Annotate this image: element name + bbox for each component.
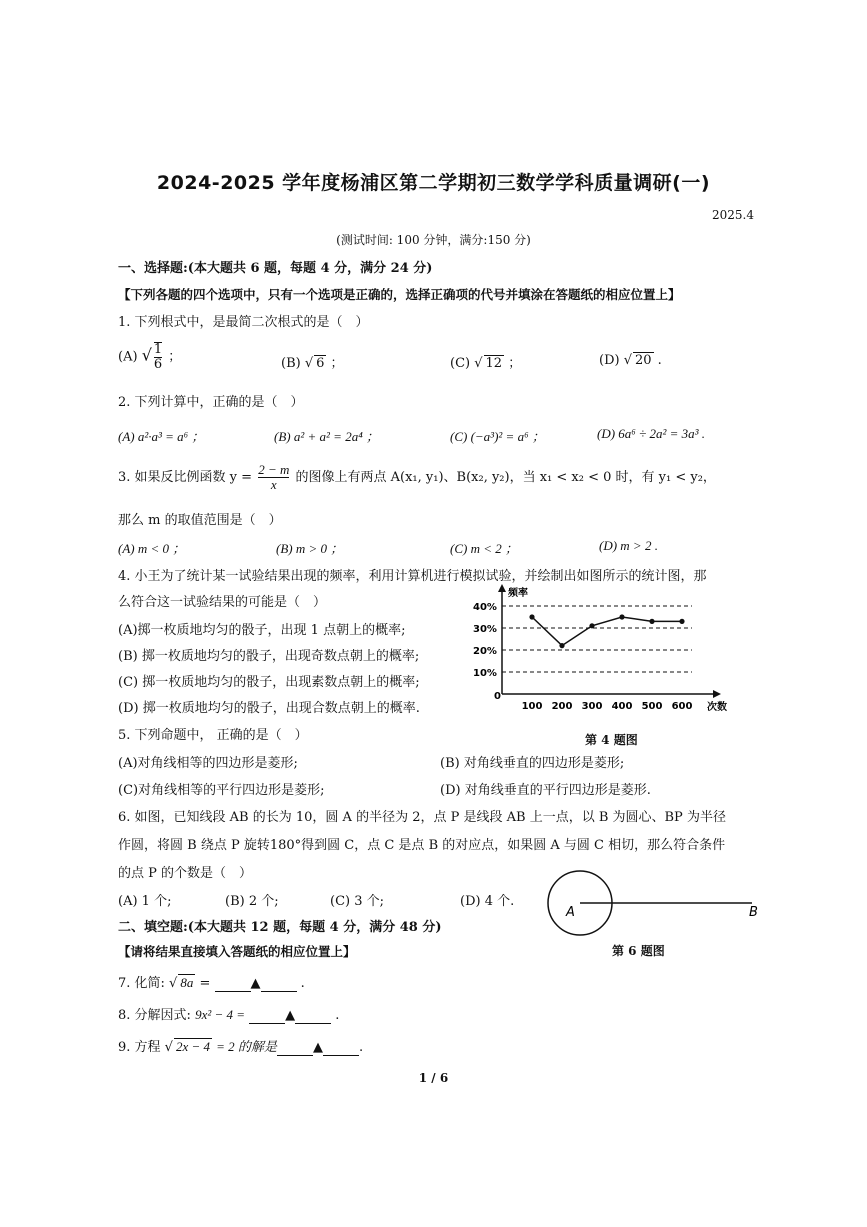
q3-option-a: (A) m < 0 ； bbox=[118, 541, 186, 556]
q4-caption: 第 4 题图 bbox=[585, 733, 638, 747]
q1-stem: 1. 下列根式中，是最简二次根式的是（ ） bbox=[118, 315, 369, 330]
y-axis-label: 频率 bbox=[508, 588, 528, 599]
exam-info: (测试时间: 100 分钟，满分:150 分) bbox=[336, 233, 531, 247]
label-a: A bbox=[566, 905, 575, 920]
y-tick-label: 40% bbox=[473, 602, 497, 613]
x-tick-label: 500 bbox=[641, 701, 663, 712]
x-tick-label: 400 bbox=[611, 701, 633, 712]
q2-option-c: (C) (−a³)² = a⁶ ； bbox=[450, 429, 545, 444]
q7: 7. 化简: √ 8a = ▲ . bbox=[118, 975, 305, 991]
q2-option-d: (D) 6a⁶ ÷ 2a² = 3a³ . bbox=[597, 426, 706, 441]
series-line bbox=[532, 617, 682, 646]
x-tick-label: 600 bbox=[671, 701, 693, 712]
q6-figure bbox=[540, 866, 770, 941]
q5-option-a: (A)对角线相等的四边形是菱形; bbox=[118, 756, 298, 771]
data-point bbox=[559, 643, 564, 648]
data-point bbox=[679, 619, 684, 624]
page-number: 1 / 6 bbox=[418, 1071, 449, 1085]
q2-option-b: (B) a² + a² = 2a⁴ ； bbox=[274, 429, 379, 444]
x-tick-label: 300 bbox=[581, 701, 603, 712]
q2-option-a: (A) a²·a³ = a⁶ ； bbox=[118, 429, 205, 444]
x-tick-label: 200 bbox=[551, 701, 573, 712]
q3-stem: 3. 如果反比例函数 y = $\frac{2 - m}{x}$ 的图像上有两点 A(x₁, y₁)、B(x₂, y₂)，当 x₁ < x₂ < 0 时，有 y₁ < y₂， bbox=[118, 462, 716, 492]
q1-option-c: (C) √ 12 ； bbox=[450, 356, 522, 371]
q3-option-c: (C) m < 2 ； bbox=[450, 541, 518, 556]
data-point bbox=[619, 614, 624, 619]
q9: 9. 方程 √ 2x − 4 = 2 的解是 ▲ . bbox=[118, 1039, 364, 1055]
q3-stem-line2: 那么 m 的取值范围是（ ） bbox=[118, 513, 282, 528]
q1-option-a: (A) √ $\frac{1}{6}$ ； bbox=[118, 342, 182, 372]
q5-option-c: (C)对角线相等的平行四边形是菱形; bbox=[118, 783, 325, 798]
section2-heading: 二、填空题:(本大题共 12 题，每题 4 分，满分 48 分) bbox=[118, 920, 442, 935]
section1-instruction: 【下列各题的四个选项中，只有一个选项是正确的，选择正确项的代号并填涂在答题纸的相应位置上】 bbox=[118, 287, 681, 302]
q4-stem: 4. 小王为了统计某一试验结果出现的频率，利用计算机进行模拟试验，并绘制出如图所示的统计图，那 bbox=[118, 569, 707, 584]
q6-stem-line2: 作圆，将圆 B 绕点 P 旋转180°得到圆 C，点 C 是点 B 的对应点，如果圆 A 与圆 C 相切，那么符合条件 bbox=[118, 838, 726, 853]
q4-option-b: (B) 掷一枚质地均匀的骰子，出现奇数点朝上的概率; bbox=[118, 649, 420, 664]
y-tick-label: 30% bbox=[473, 624, 497, 635]
x-axis-label: 次数 bbox=[707, 702, 727, 713]
exam-date: 2025.4 bbox=[712, 208, 754, 222]
data-point bbox=[589, 623, 594, 628]
q3-option-d: (D) m > 2 . bbox=[599, 538, 658, 553]
origin-label: 0 bbox=[494, 691, 501, 702]
q6-option-a: (A) 1 个; bbox=[118, 894, 172, 909]
q3-option-b: (B) m > 0 ； bbox=[276, 541, 344, 556]
section1-heading: 一、选择题:(本大题共 6 题，每题 4 分，满分 24 分) bbox=[118, 261, 433, 276]
q8: 8. 分解因式: 9x² − 4 = ▲ . bbox=[118, 1007, 340, 1023]
q5-option-b: (B) 对角线垂直的四边形是菱形; bbox=[440, 756, 625, 771]
q6-option-b: (B) 2 个; bbox=[225, 894, 279, 909]
data-point bbox=[649, 619, 654, 624]
page-title: 2024-2025 学年度杨浦区第二学期初三数学学科质量调研(一) bbox=[156, 172, 711, 194]
q6-stem-line3: 的点 P 的个数是（ ） bbox=[118, 866, 253, 881]
q6-option-d: (D) 4 个. bbox=[460, 894, 515, 909]
q1-option-b: (B) √ 6 ； bbox=[281, 356, 344, 371]
q4-option-a: (A)掷一枚质地均匀的骰子，出现 1 点朝上的概率; bbox=[118, 623, 406, 638]
label-b: B bbox=[749, 905, 758, 920]
data-point bbox=[529, 614, 534, 619]
q4-stem-line2: 么符合这一试验结果的可能是（ ） bbox=[118, 595, 327, 610]
q4-option-d: (D) 掷一枚质地均匀的骰子，出现合数点朝上的概率. bbox=[118, 701, 420, 716]
q6-stem: 6. 如图，已知线段 AB 的长为 10，圆 A 的半径为 2，点 P 是线段 AB 上一点，以 B 为圆心、BP 为半径 bbox=[118, 810, 726, 825]
q6-caption: 第 6 题图 bbox=[612, 944, 665, 958]
q6-option-c: (C) 3 个; bbox=[330, 894, 385, 909]
y-tick-label: 10% bbox=[473, 668, 497, 679]
x-tick-label: 100 bbox=[521, 701, 543, 712]
q5-stem: 5. 下列命题中， 正确的是（ ） bbox=[118, 728, 308, 743]
section2-instruction: 【请将结果直接填入答题纸的相应位置上】 bbox=[118, 944, 356, 959]
q1-option-d: (D) √ 20 . bbox=[599, 353, 662, 368]
x-axis-arrow bbox=[713, 690, 721, 698]
q5-option-d: (D) 对角线垂直的平行四边形是菱形. bbox=[440, 783, 651, 798]
q2-stem: 2. 下列计算中，正确的是（ ） bbox=[118, 395, 304, 410]
q4-frequency-chart bbox=[470, 582, 740, 722]
q4-option-c: (C) 掷一枚质地均匀的骰子，出现素数点朝上的概率; bbox=[118, 675, 420, 690]
y-axis-arrow bbox=[498, 584, 506, 592]
y-tick-label: 20% bbox=[473, 646, 497, 657]
